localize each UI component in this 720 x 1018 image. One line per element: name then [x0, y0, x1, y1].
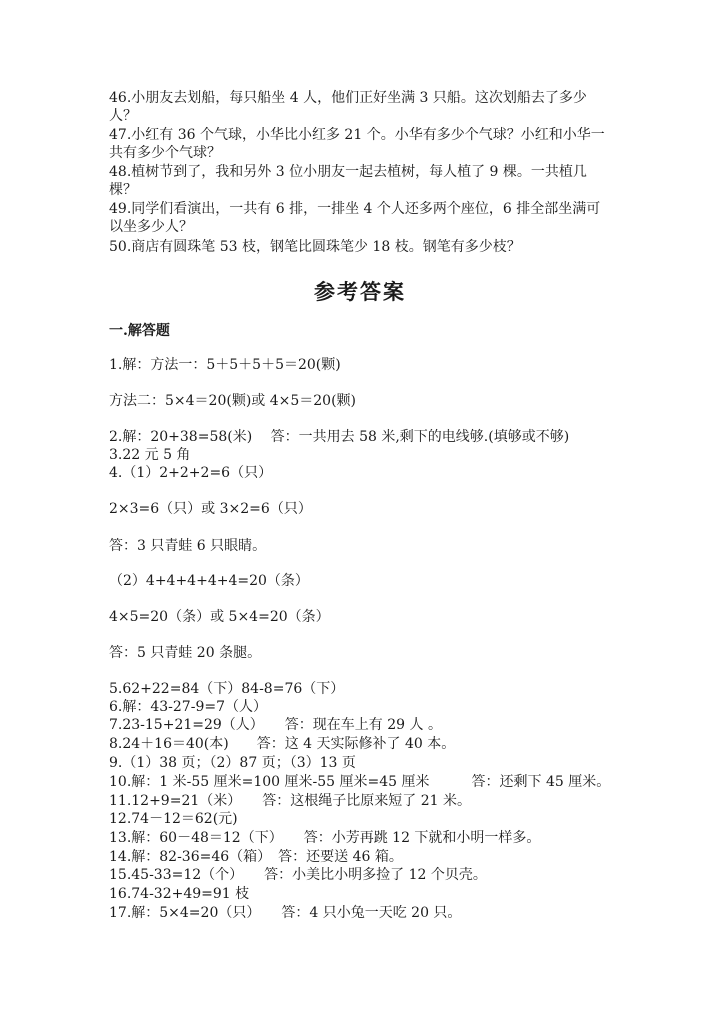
answer-4-part-2: （2）4+4+4+4+4=20（条）	[109, 573, 309, 589]
answer-4-part-1: 4.（1）2+2+2=6（只）	[109, 465, 273, 481]
answer-title: 参考答案	[314, 279, 406, 304]
answer-6: 6.解：43-27-9=7（人）	[109, 699, 267, 715]
answer-11: 11.12+9=21（米） 答：这根绳子比原来短了 21 米。	[109, 793, 471, 809]
question-48-line-2: 棵？	[109, 182, 137, 198]
question-49-line-2: 以坐多少人？	[109, 219, 193, 235]
answer-4-reply-1: 答：3 只青蛙 6 只眼睛。	[109, 538, 267, 554]
answer-4-reply-2: 答：5 只青蛙 20 条腿。	[109, 645, 262, 661]
question-47-line-2: 共有多少个气球？	[109, 145, 221, 161]
answer-13: 13.解：60－48＝12（下） 答：小芳再跳 12 下就和小明一样多。	[109, 830, 541, 846]
answer-2: 2.解：20+38=58(米) 答：一共用去 58 米,剩下的电线够.(填够或不够)	[109, 429, 570, 445]
question-46-line-1: 46.小朋友去划船，每只船坐 4 人，他们正好坐满 3 只船。这次划船去了多少	[109, 90, 587, 106]
question-48-line-1: 48.植树节到了，我和另外 3 位小朋友一起去植树，每人植了 9 棵。一共植几	[109, 164, 587, 180]
answer-9: 9.（1）38 页；（2）87 页；（3）13 页	[109, 755, 356, 771]
answer-4-alt-2: 4×5=20（条）或 5×4=20（条）	[109, 609, 330, 625]
answer-10: 10.解：1 米-55 厘米=100 厘米-55 厘米=45 厘米 答：还剩下 45 厘米。	[109, 774, 611, 790]
answer-7: 7.23-15+21=29（人） 答：现在车上有 29 人 。	[109, 717, 442, 733]
answer-1-method-2: 方法二：5×4＝20(颗)或 4×5＝20(颗)	[109, 393, 357, 409]
section-heading: 一.解答题	[109, 323, 170, 339]
question-50-line-1: 50.商店有圆珠笔 53 枝，钢笔比圆珠笔少 18 枝。钢笔有多少枝？	[109, 239, 521, 255]
answer-17: 17.解：5×4=20（只） 答：4 只小兔一天吃 20 只。	[109, 905, 462, 921]
question-46-line-2: 人？	[109, 108, 137, 124]
answer-1: 1.解：方法一：5＋5＋5＋5＝20(颗)	[109, 357, 341, 373]
answer-4-alt-1: 2×3=6（只）或 3×2=6（只）	[109, 501, 312, 517]
question-49-line-1: 49.同学们看演出，一共有 6 排，一排坐 4 个人还多两个座位，6 排全部坐满可	[109, 201, 601, 217]
answer-8: 8.24＋16＝40(本) 答：这 4 天实际修补了 40 本。	[109, 736, 456, 752]
answer-14: 14.解：82-36=46（箱） 答：还要送 46 箱。	[109, 849, 403, 865]
answer-12: 12.74－12＝62(元)	[109, 811, 238, 827]
answer-16: 16.74-32+49=91 枝	[109, 886, 250, 902]
answer-3: 3.22 元 5 角	[109, 447, 191, 463]
answer-5: 5.62+22=84（下）84-8=76（下）	[109, 681, 345, 697]
question-47-line-1: 47.小红有 36 个气球，小华比小红多 21 个。小华有多少个气球？小红和小华一	[109, 127, 605, 143]
answer-15: 15.45-33=12（个） 答：小美比小明多捡了 12 个贝壳。	[109, 867, 487, 883]
